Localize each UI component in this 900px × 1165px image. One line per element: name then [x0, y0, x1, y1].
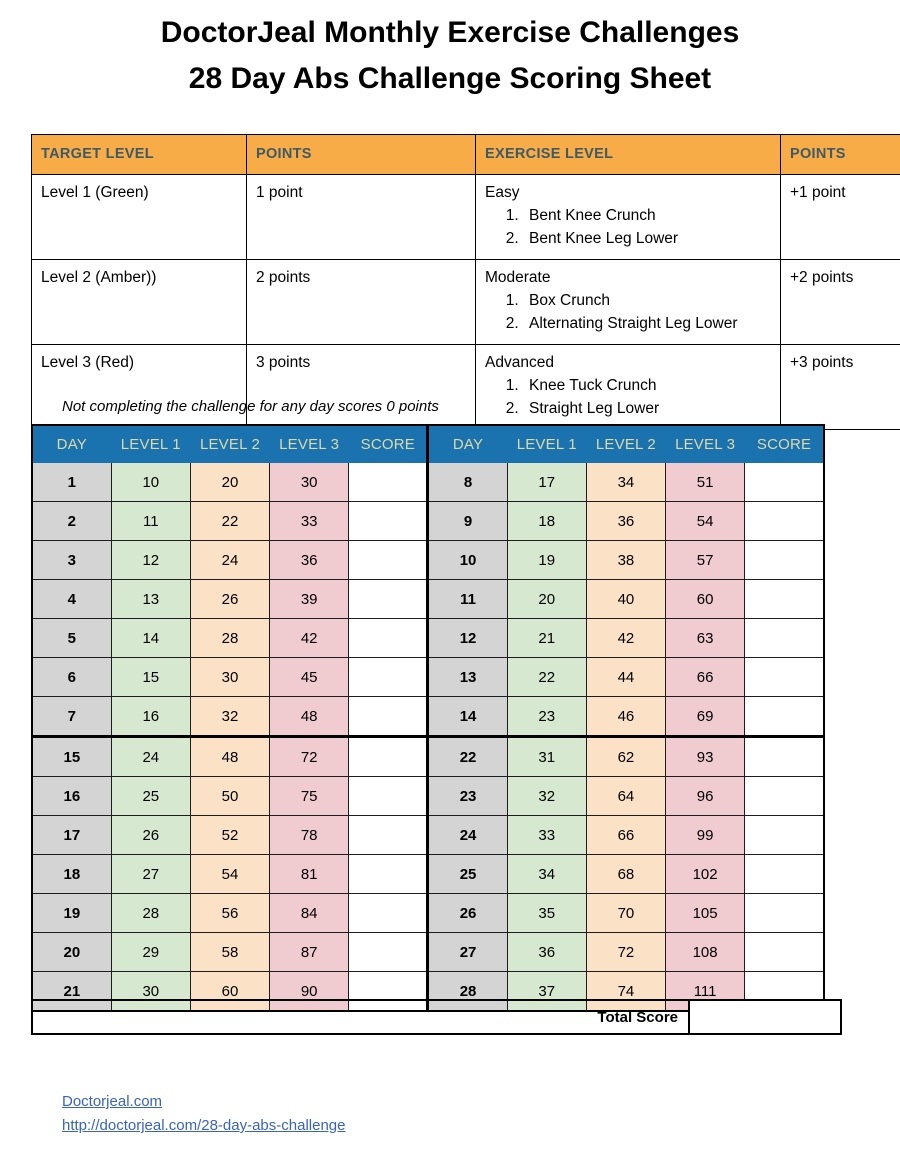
- cell-score-right[interactable]: [745, 816, 824, 855]
- exercise-list-item: 2. Straight Leg Lower: [523, 397, 771, 420]
- cell-day-right: 13: [428, 658, 507, 697]
- cell-level2-left: 58: [190, 933, 269, 972]
- cell-level1-left: 28: [111, 894, 190, 933]
- cell-level2-left: 56: [190, 894, 269, 933]
- cell-level1-left: 29: [111, 933, 190, 972]
- target-levels-table: [31, 134, 900, 430]
- cell-day-right: 14: [428, 697, 507, 737]
- cell-level1-right: 35: [507, 894, 586, 933]
- cell-level3-left: 42: [270, 619, 349, 658]
- cell-level1-right: 32: [507, 777, 586, 816]
- score-header-score-right: SCORE: [745, 425, 824, 463]
- cell-level1-right: 19: [507, 541, 586, 580]
- cell-score-left[interactable]: [349, 737, 428, 777]
- cell-score-left[interactable]: [349, 894, 428, 933]
- cell-level1-right: 34: [507, 855, 586, 894]
- exercise-difficulty-label: Easy: [485, 184, 520, 201]
- cell-score-left[interactable]: [349, 658, 428, 697]
- level-bonus-points-cell: +1 point: [781, 175, 900, 260]
- total-score-row: [32, 1000, 841, 1034]
- cell-day-left: 20: [32, 933, 111, 972]
- cell-level3-right: 93: [666, 737, 745, 777]
- cell-score-right[interactable]: [745, 541, 824, 580]
- cell-score-right[interactable]: [745, 933, 824, 972]
- scoring-table-row: [32, 933, 824, 972]
- cell-score-right[interactable]: [745, 894, 824, 933]
- levels-table-row: [32, 345, 900, 430]
- cell-level2-left: 54: [190, 855, 269, 894]
- exercise-difficulty-label: Advanced: [485, 354, 554, 371]
- level-exercise-cell: [476, 345, 781, 430]
- score-header-day-left: DAY: [32, 425, 111, 463]
- cell-score-left[interactable]: [349, 777, 428, 816]
- cell-score-left[interactable]: [349, 697, 428, 737]
- scoring-header-row: [32, 425, 824, 463]
- levels-header-target-level: TARGET LEVEL: [32, 135, 247, 175]
- cell-level1-right: 31: [507, 737, 586, 777]
- cell-level1-right: 18: [507, 502, 586, 541]
- score-header-level1-left: LEVEL 1: [111, 425, 190, 463]
- cell-level3-right: 99: [666, 816, 745, 855]
- cell-level2-right: 42: [586, 619, 665, 658]
- cell-level1-right: 21: [507, 619, 586, 658]
- cell-score-right[interactable]: [745, 855, 824, 894]
- cell-level1-left: 13: [111, 580, 190, 619]
- cell-score-right[interactable]: [745, 463, 824, 502]
- cell-level3-right: 96: [666, 777, 745, 816]
- cell-level1-left: 27: [111, 855, 190, 894]
- cell-level2-left: 30: [190, 658, 269, 697]
- cell-level2-right: 72: [586, 933, 665, 972]
- scoring-table-row: [32, 816, 824, 855]
- cell-level2-right: 36: [586, 502, 665, 541]
- exercise-list-item: 1. Bent Knee Crunch: [523, 204, 771, 227]
- scoring-table-row: [32, 463, 824, 502]
- cell-level1-left: 30: [111, 972, 190, 1012]
- cell-level3-left: 87: [270, 933, 349, 972]
- cell-level3-left: 33: [270, 502, 349, 541]
- level-exercise-cell: [476, 175, 781, 260]
- cell-level2-right: 74: [586, 972, 665, 1012]
- cell-day-left: 15: [32, 737, 111, 777]
- cell-level1-right: 23: [507, 697, 586, 737]
- cell-level3-right: 66: [666, 658, 745, 697]
- cell-day-left: 4: [32, 580, 111, 619]
- scoring-table-row: [32, 619, 824, 658]
- cell-level2-left: 60: [190, 972, 269, 1012]
- cell-level3-right: 63: [666, 619, 745, 658]
- cell-level1-left: 14: [111, 619, 190, 658]
- cell-day-left: 16: [32, 777, 111, 816]
- cell-day-right: 12: [428, 619, 507, 658]
- score-header-level3-left: LEVEL 3: [270, 425, 349, 463]
- exercise-list: [485, 289, 771, 335]
- cell-level3-left: 78: [270, 816, 349, 855]
- scoring-table-row: [32, 777, 824, 816]
- cell-level3-right: 69: [666, 697, 745, 737]
- cell-level3-right: 51: [666, 463, 745, 502]
- cell-level2-left: 22: [190, 502, 269, 541]
- scoring-table-row: [32, 855, 824, 894]
- cell-day-right: 11: [428, 580, 507, 619]
- level-bonus-points-cell: +2 points: [781, 260, 900, 345]
- cell-score-right[interactable]: [745, 697, 824, 737]
- cell-score-left[interactable]: [349, 816, 428, 855]
- cell-day-left: 19: [32, 894, 111, 933]
- scoring-table-row: [32, 737, 824, 777]
- cell-level1-right: 22: [507, 658, 586, 697]
- cell-level1-left: 26: [111, 816, 190, 855]
- cell-level1-left: 16: [111, 697, 190, 737]
- cell-day-left: 17: [32, 816, 111, 855]
- cell-level1-left: 10: [111, 463, 190, 502]
- cell-level2-left: 52: [190, 816, 269, 855]
- cell-day-right: 25: [428, 855, 507, 894]
- cell-level1-right: 17: [507, 463, 586, 502]
- cell-level3-left: 39: [270, 580, 349, 619]
- cell-day-right: 27: [428, 933, 507, 972]
- scoring-table-row: [32, 658, 824, 697]
- cell-level3-left: 36: [270, 541, 349, 580]
- score-header-level1-right: LEVEL 1: [507, 425, 586, 463]
- cell-level3-right: 111: [666, 972, 745, 1012]
- cell-day-right: 26: [428, 894, 507, 933]
- cell-level3-right: 105: [666, 894, 745, 933]
- cell-level3-right: 54: [666, 502, 745, 541]
- cell-score-left[interactable]: [349, 580, 428, 619]
- exercise-list-item: 2. Alternating Straight Leg Lower: [523, 312, 771, 335]
- scoring-table-row: [32, 580, 824, 619]
- cell-day-right: 22: [428, 737, 507, 777]
- exercise-list: [485, 204, 771, 250]
- level-points-cell: 3 points: [247, 345, 476, 430]
- exercise-list-item: 1. Knee Tuck Crunch: [523, 374, 771, 397]
- cell-level3-left: 90: [270, 972, 349, 1012]
- title-line-2: 28 Day Abs Challenge Scoring Sheet: [188, 62, 712, 95]
- score-header-day-right: DAY: [428, 425, 507, 463]
- cell-level3-left: 84: [270, 894, 349, 933]
- score-header-level3-right: LEVEL 3: [666, 425, 745, 463]
- levels-header-points: POINTS: [247, 135, 476, 175]
- cell-level3-left: 48: [270, 697, 349, 737]
- cell-level3-right: 108: [666, 933, 745, 972]
- cell-level2-right: 64: [586, 777, 665, 816]
- cell-level2-right: 70: [586, 894, 665, 933]
- cell-level3-left: 81: [270, 855, 349, 894]
- cell-score-left[interactable]: [349, 933, 428, 972]
- cell-score-left[interactable]: [349, 463, 428, 502]
- footer-link-challenge[interactable]: http://doctorjeal.com/28-day-abs-challenge: [62, 1117, 346, 1134]
- levels-header-exercise-level: EXERCISE LEVEL: [476, 135, 781, 175]
- cell-level3-left: 30: [270, 463, 349, 502]
- cell-level1-left: 24: [111, 737, 190, 777]
- cell-level3-left: 72: [270, 737, 349, 777]
- cell-level1-right: 36: [507, 933, 586, 972]
- score-header-level2-right: LEVEL 2: [586, 425, 665, 463]
- levels-header-bonus-points: POINTS: [781, 135, 900, 175]
- cell-level1-left: 15: [111, 658, 190, 697]
- cell-score-right[interactable]: [745, 502, 824, 541]
- levels-table-row: [32, 260, 900, 345]
- cell-level1-right: 20: [507, 580, 586, 619]
- cell-level2-right: 68: [586, 855, 665, 894]
- cell-day-right: 28: [428, 972, 507, 1012]
- cell-day-right: 10: [428, 541, 507, 580]
- cell-level1-right: 37: [507, 972, 586, 1012]
- cell-level1-right: 33: [507, 816, 586, 855]
- cell-level2-left: 24: [190, 541, 269, 580]
- level-target-cell: Level 3 (Red): [32, 345, 247, 430]
- cell-level2-right: 46: [586, 697, 665, 737]
- cell-level2-right: 44: [586, 658, 665, 697]
- cell-day-right: 24: [428, 816, 507, 855]
- cell-score-right[interactable]: [745, 737, 824, 777]
- cell-level1-left: 11: [111, 502, 190, 541]
- cell-day-left: 6: [32, 658, 111, 697]
- cell-level3-left: 45: [270, 658, 349, 697]
- cell-level1-left: 12: [111, 541, 190, 580]
- exercise-list-item: 1. Box Crunch: [523, 289, 771, 312]
- cell-level3-right: 57: [666, 541, 745, 580]
- footer-links: [62, 1090, 346, 1138]
- cell-day-right: 9: [428, 502, 507, 541]
- level-exercise-cell: [476, 260, 781, 345]
- cell-day-right: 23: [428, 777, 507, 816]
- cell-level2-left: 48: [190, 737, 269, 777]
- cell-score-right[interactable]: [745, 580, 824, 619]
- levels-table-row: [32, 175, 900, 260]
- level-points-cell: 1 point: [247, 175, 476, 260]
- scoring-table: [31, 424, 825, 1012]
- score-header-score-left: SCORE: [349, 425, 428, 463]
- cell-score-right[interactable]: [745, 619, 824, 658]
- footer-link-homepage[interactable]: Doctorjeal.com: [62, 1093, 163, 1110]
- cell-level2-left: 26: [190, 580, 269, 619]
- cell-score-left[interactable]: [349, 541, 428, 580]
- cell-level2-left: 32: [190, 697, 269, 737]
- cell-day-left: 1: [32, 463, 111, 502]
- page-title: [0, 0, 900, 102]
- cell-level2-right: 62: [586, 737, 665, 777]
- cell-day-left: 21: [32, 972, 111, 1012]
- cell-day-left: 5: [32, 619, 111, 658]
- scoring-table-row: [32, 697, 824, 737]
- cell-level2-right: 38: [586, 541, 665, 580]
- scoring-table-row: [32, 894, 824, 933]
- cell-score-right[interactable]: [745, 777, 824, 816]
- total-score-table: [31, 999, 842, 1035]
- level-bonus-points-cell: +3 points: [781, 345, 900, 430]
- cell-level2-right: 40: [586, 580, 665, 619]
- cell-level3-left: 75: [270, 777, 349, 816]
- exercise-difficulty-label: Moderate: [485, 269, 551, 286]
- level-points-cell: 2 points: [247, 260, 476, 345]
- level-target-cell: Level 2 (Amber)): [32, 260, 247, 345]
- cell-level2-left: 50: [190, 777, 269, 816]
- cell-level3-right: 60: [666, 580, 745, 619]
- scoring-table-row: [32, 541, 824, 580]
- cell-score-left[interactable]: [349, 502, 428, 541]
- cell-day-right: 8: [428, 463, 507, 502]
- level-target-cell: Level 1 (Green): [32, 175, 247, 260]
- total-score-label: Total Score: [32, 1000, 689, 1034]
- exercise-list: [485, 374, 771, 420]
- cell-level2-right: 34: [586, 463, 665, 502]
- cell-day-left: 3: [32, 541, 111, 580]
- scoring-table-row: [32, 502, 824, 541]
- cell-level2-left: 20: [190, 463, 269, 502]
- cell-day-left: 18: [32, 855, 111, 894]
- cell-level3-right: 102: [666, 855, 745, 894]
- exercise-list-item: 2. Bent Knee Leg Lower: [523, 227, 771, 250]
- cell-score-left[interactable]: [349, 619, 428, 658]
- cell-day-left: 2: [32, 502, 111, 541]
- cell-level2-left: 28: [190, 619, 269, 658]
- cell-day-left: 7: [32, 697, 111, 737]
- score-header-level2-left: LEVEL 2: [190, 425, 269, 463]
- cell-score-right[interactable]: [745, 658, 824, 697]
- cell-score-left[interactable]: [349, 855, 428, 894]
- levels-header-row: [32, 135, 900, 175]
- scoring-note: Not completing the challenge for any day scores 0 points: [62, 398, 439, 415]
- total-score-input[interactable]: [689, 1000, 841, 1034]
- title-line-1: DoctorJeal Monthly Exercise Challenges: [160, 16, 740, 49]
- cell-level1-left: 25: [111, 777, 190, 816]
- cell-level2-right: 66: [586, 816, 665, 855]
